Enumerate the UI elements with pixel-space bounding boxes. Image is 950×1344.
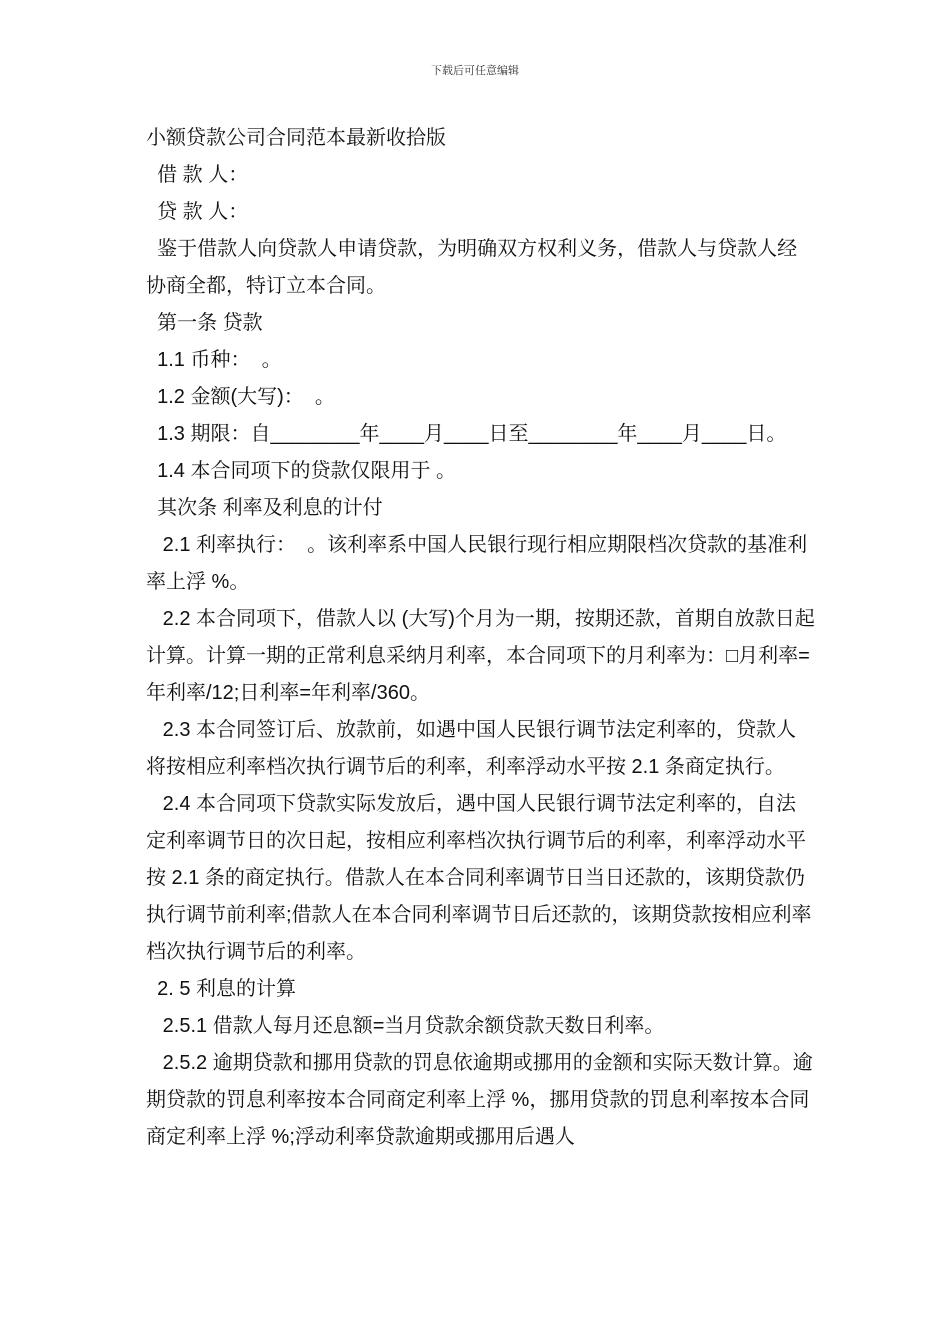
paragraph-2-5-2: 2.5.2 逾期贷款和挪用贷款的罚息依逾期或挪用的金额和实际天数计算。逾期贷款的罚息利率按本合同商定利率上浮 %，挪用贷款的罚息利率按本合同商定利率上浮 %;浮动利率贷款逾期或挪用后遇人 [146, 1052, 813, 1148]
paragraph-2-5-1: 2.5.1 借款人每月还息额=当月贷款余额贷款天数日利率。 [146, 1015, 665, 1037]
paragraph-1-2: 1.2 金额(大写)： 。 [146, 386, 335, 408]
paragraph-2-1: 2.1 利率执行： 。该利率系中国人民银行现行相应期限档次贷款的基准利率上浮 %。 [146, 534, 808, 593]
paragraph-article-1: 第一条 贷款 [146, 312, 263, 334]
paragraph-2-5: 2. 5 利息的计算 [146, 978, 297, 1000]
paragraph-2-2: 2.2 本合同项下，借款人以 (大写)个月为一期，按期还款，首期自放款日起计算。计算一期的正常利息采纳月利率，本合同项下的月利率为：□月利率=年利率/12;日利率=年利率/360。 [146, 608, 815, 704]
paragraph-2-4: 2.4 本合同项下贷款实际发放后，遇中国人民银行调节法定利率的，自法定利率调节日的次日起，按相应利率档次执行调节后的利率，利率浮动水平按 2.1 条的商定执行。借款人在本合同利率调节日当日还款的，该期贷款仍执行调节前利率;借款人在本合同利率调节日后还款的，该期贷款按相应利率档次执行调节后的利率。 [146, 793, 812, 963]
paragraph-2-3: 2.3 本合同签订后、放款前，如遇中国人民银行调节法定利率的，贷款人将按相应利率档次执行调节后的利率，利率浮动水平按 2.1 条商定执行。 [146, 719, 797, 778]
paragraph-lender: 贷 款 人： [146, 201, 249, 223]
paragraph-borrower: 借 款 人： [146, 164, 249, 186]
paragraph-1-1: 1.1 币种： 。 [146, 349, 282, 371]
paragraph-1-3: 1.3 期限：自________年____月____日至________年____月____日。 [146, 423, 787, 445]
paragraph-article-2: 其次条 利率及利息的计付 [146, 497, 383, 519]
page-header: 下载后可任意编辑 [431, 64, 519, 77]
paragraph-preamble: 鉴于借款人向贷款人申请贷款，为明确双方权利义务，借款人与贷款人经协商全都，特订立本合同。 [146, 238, 798, 297]
paragraph-1-4: 1.4 本合同项下的贷款仅限用于 。 [146, 460, 457, 482]
document-body [146, 120, 816, 1156]
document-title: 小额贷款公司合同范本最新收拾版 [146, 127, 446, 149]
